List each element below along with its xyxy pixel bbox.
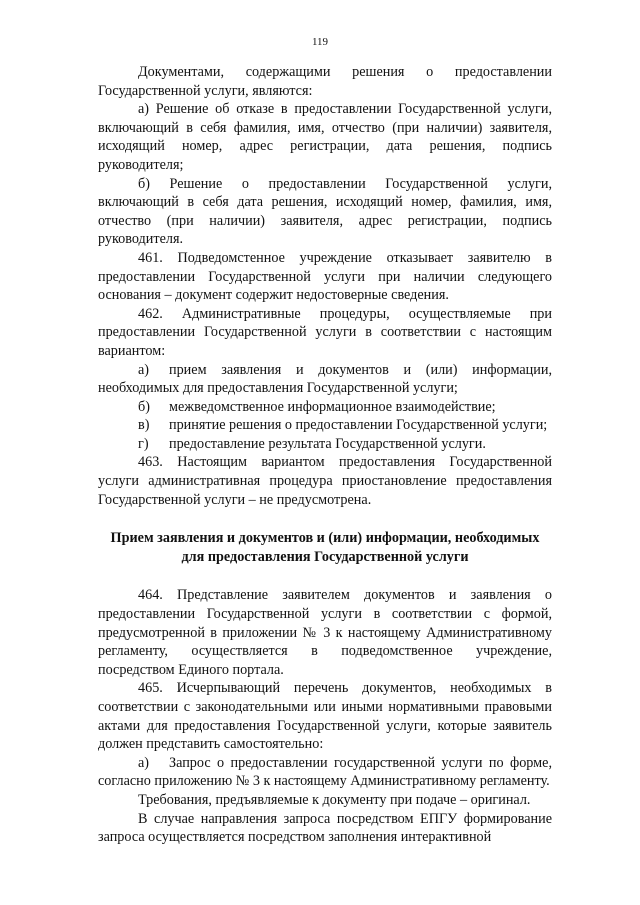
paragraph: 462. Административные процедуры, осуществляемые при предоставлении Государственной услуги в соответствии с настоящим вариантом: — [98, 305, 552, 359]
paragraph: б) Решение о предоставлении Государственной услуги, включающий в себя дата решения, исходящий номер, фамилия, имя, отчество (при наличии) заявителя, адрес регистрации, подпись руководителя. — [98, 175, 552, 248]
paragraph: 461. Подведомстенное учреждение отказывает заявителю в предоставлении Государственной услуги при наличии следующего основания – документ содержит недостоверные сведения. — [98, 249, 552, 304]
list-marker: в) — [138, 417, 150, 434]
list-item — [98, 435, 552, 454]
section-spacer — [98, 566, 552, 586]
page-number: 119 — [311, 36, 329, 48]
list-marker: а) — [138, 361, 150, 378]
list-item-text: прием заявления и документов и (или) информации, необходимых для предоставления Государственной услуги; — [98, 361, 552, 397]
list-item-text: межведомственное информационное взаимодействие; — [169, 398, 496, 415]
list-item — [98, 416, 552, 435]
list-marker: б) — [138, 398, 150, 415]
paragraph: 465. Исчерпывающий перечень документов, необходимых в соответствии с законодательными или иными нормативными правовыми актами для предоставления Государственной услуги, которые заявитель должен представить самостоятельно: — [98, 680, 552, 753]
list-item — [98, 361, 552, 398]
paragraph: а) Решение об отказе в предоставлении Государственной услуги, включающий в себя фамилия, имя, отчество (при наличии) заявителя, исходящий номер, адрес регистрации, дата решения, подпись руководителя; — [98, 101, 552, 173]
section-spacer — [98, 509, 552, 529]
list-item-text: Запрос о предоставлении государственной услуги по форме, согласно приложению № 3 к настоящему Административному регламенту. — [98, 754, 552, 790]
paragraph: 464. Представление заявителем документов и заявления о предоставлении Государственной услуги в соответствии с формой, предусмотренной в приложении № 3 к настоящему Административному регламенту, осуществляется в подведомственное учреждение, посредством Единого портала. — [98, 587, 552, 678]
list-marker: г) — [138, 435, 149, 452]
section-heading: Прием заявления и документов и (или) информации, необходимых для предоставления Государственной услуги — [110, 530, 540, 565]
list-marker: а) — [138, 754, 150, 771]
paragraph: 463. Настоящим вариантом предоставления Государственной услуги административная процедура приостановление предоставления Государственной услуги – не предусмотрена. — [98, 454, 552, 508]
list-item-text: принятие решения о предоставлении Государственной услуги; — [169, 417, 548, 434]
paragraph: В случае направления запроса посредством ЕПГУ формирование запроса осуществляется посредством заполнения интерактивной — [98, 810, 552, 846]
paragraph: Требования, предъявляемые к документу при подаче – оригинал. — [138, 791, 531, 808]
document-body — [98, 63, 552, 847]
list-item — [98, 754, 552, 791]
list-item-text: предоставление результата Государственной услуги. — [169, 435, 486, 452]
paragraph: Документами, содержащими решения о предоставлении Государственной услуги, являются: — [98, 64, 552, 99]
list-item — [98, 398, 552, 417]
